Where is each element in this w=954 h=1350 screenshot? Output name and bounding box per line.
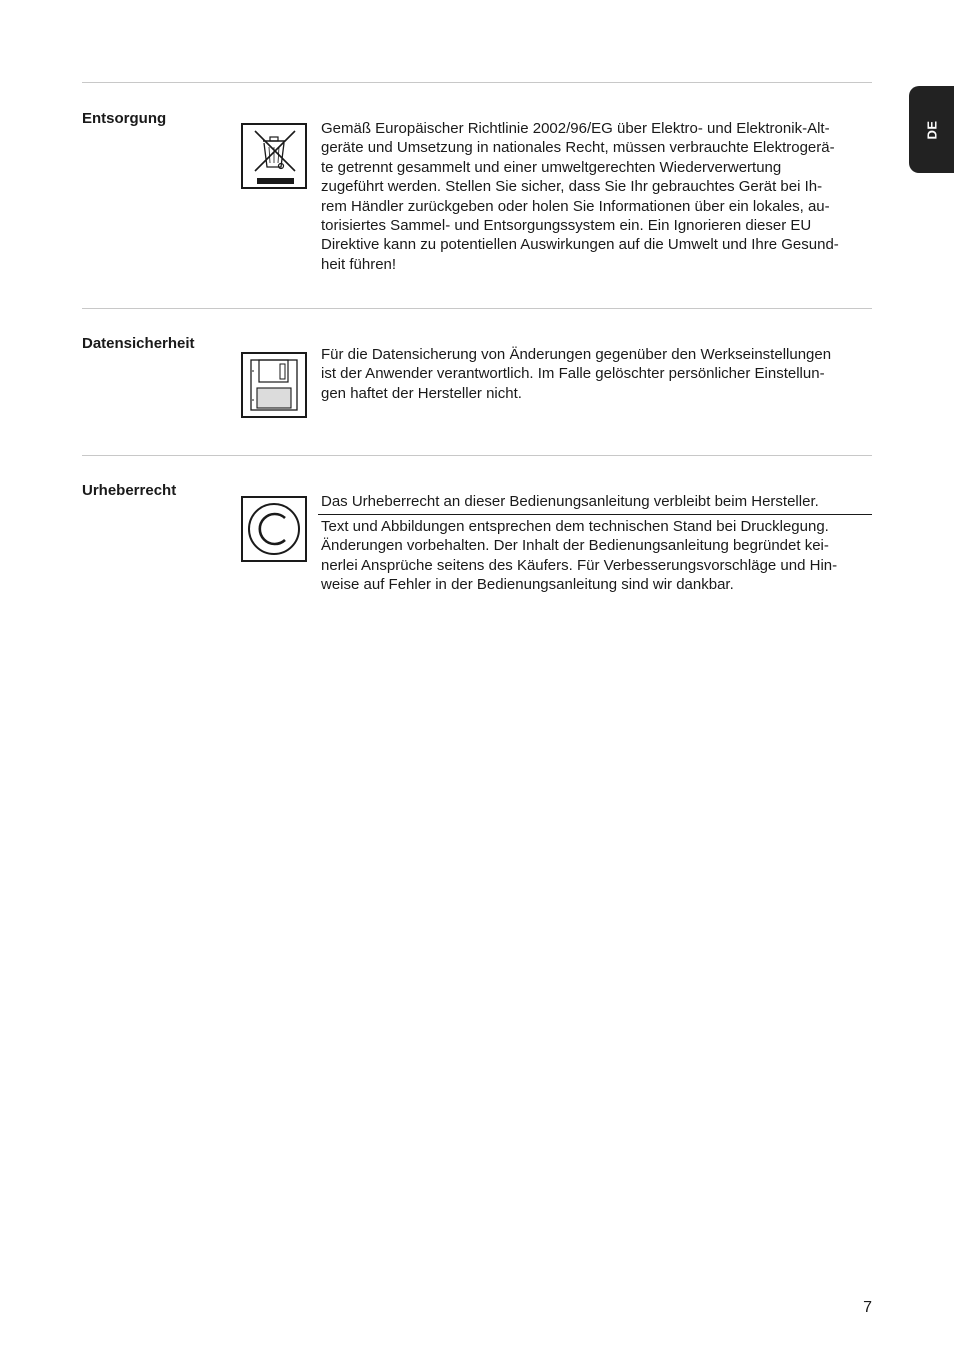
section-title-urheberrecht: Urheberrecht bbox=[82, 482, 177, 499]
section-text-entsorgung bbox=[321, 119, 871, 274]
section-title-entsorgung: Entsorgung bbox=[82, 110, 167, 127]
text-line: rem Händler zurückgeben oder holen Sie Informationen über ein lokales, au- bbox=[321, 197, 830, 215]
section-text-urheberrecht bbox=[321, 517, 871, 595]
text-line: Für die Datensicherung von Änderungen gegenüber den Werkseinstellungen bbox=[321, 346, 832, 363]
text-line: te getrennt gesammelt und einer umweltgerechten Wiederverwertung bbox=[321, 158, 782, 176]
text-line: weise auf Fehler in der Bedienungsanleitung sind wir dankbar. bbox=[321, 576, 734, 594]
text-line: ist der Anwender verantwortlich. Im Falle gelöschter persönlicher Einstellun- bbox=[321, 365, 825, 383]
inner-divider bbox=[318, 514, 872, 515]
text-line: torisiertes Sammel- und Entsorgungssystem ein. Ein Ignorieren dieser EU bbox=[321, 217, 812, 235]
copyright-icon bbox=[241, 496, 307, 562]
text-line: Text und Abbildungen entsprechen dem technischen Stand bei Drucklegung. bbox=[321, 518, 829, 535]
text-line: heit führen! bbox=[321, 255, 397, 273]
floppy-disk-icon bbox=[241, 352, 307, 418]
text-line: Änderungen vorbehalten. Der Inhalt der Bedienungsanleitung begründet kei- bbox=[321, 537, 829, 555]
language-tab-label: DE bbox=[924, 119, 939, 140]
section-first-line-urheberrecht bbox=[321, 492, 871, 511]
text-line: nerlei Ansprüche seitens des Käufers. Für Verbesserungsvorschläge und Hin- bbox=[321, 556, 838, 574]
crossed-out-wheelie-bin-icon bbox=[241, 123, 307, 189]
section-divider bbox=[82, 82, 872, 83]
language-tab bbox=[909, 86, 954, 173]
text-line: Das Urheberrecht an dieser Bedienungsanleitung verbleibt beim Hersteller. bbox=[321, 493, 819, 510]
section-divider bbox=[82, 308, 872, 309]
text-line: Direktive kann zu potentiellen Auswirkungen auf die Umwelt und Ihre Gesund- bbox=[321, 236, 839, 254]
section-divider bbox=[82, 455, 872, 456]
section-text-datensicherheit bbox=[321, 345, 871, 403]
text-line: gen haftet der Hersteller nicht. bbox=[321, 384, 522, 402]
section-title-datensicherheit: Datensicherheit bbox=[82, 335, 195, 352]
text-line: Gemäß Europäischer Richtlinie 2002/96/EG über Elektro- und Elektronik-Alt- bbox=[321, 120, 830, 137]
text-line: geräte und Umsetzung in nationales Recht, müssen verbrauchte Elektrogerä- bbox=[321, 139, 835, 157]
text-line: zugeführt werden. Stellen Sie sicher, dass Sie Ihr gebrauchtes Gerät bei Ih- bbox=[321, 178, 823, 196]
page-number: 7 bbox=[863, 1299, 872, 1316]
